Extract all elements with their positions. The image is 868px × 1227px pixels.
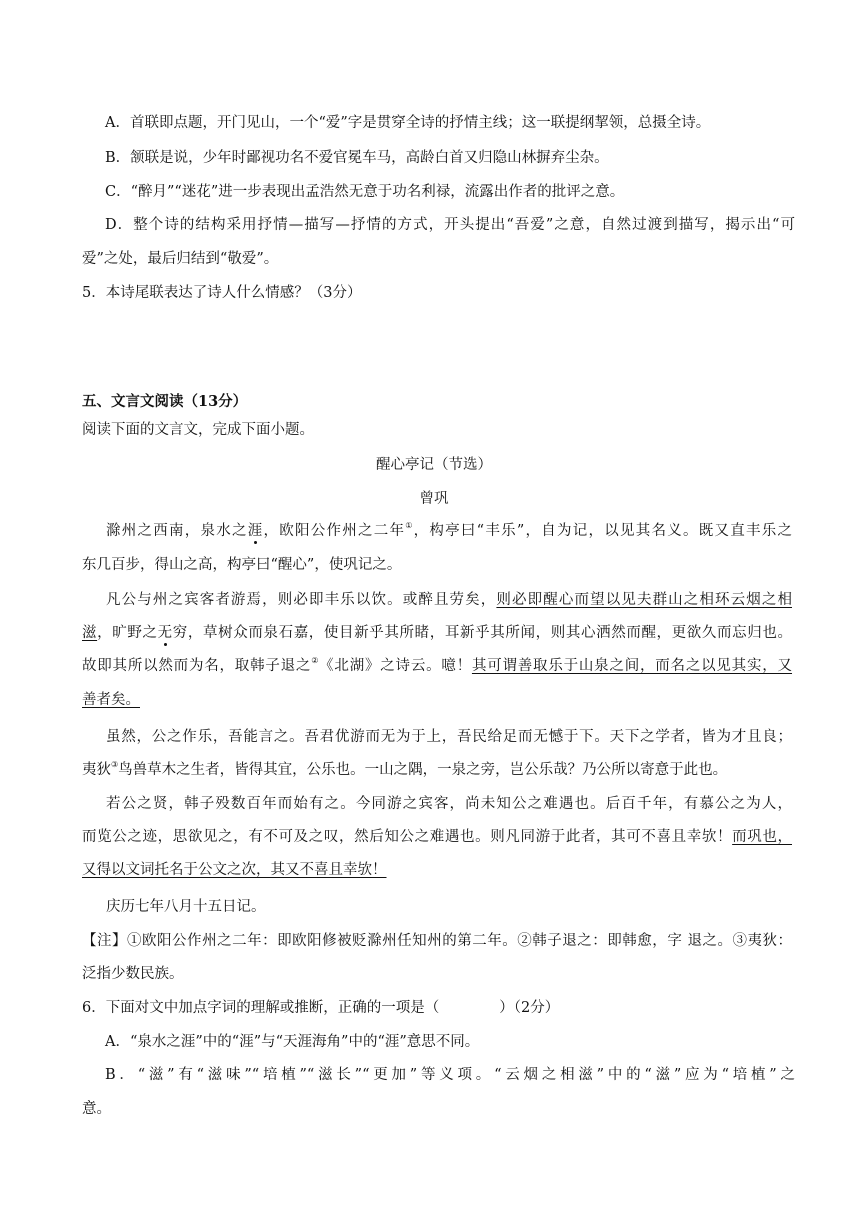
question-6-stem: [82, 998, 792, 1018]
passage-p2-line2: [82, 623, 792, 643]
underlined-sentence: 其可谓善取乐于山泉之间，而名之以见其实，又: [471, 658, 793, 674]
underlined-sentence: 善者矣。: [82, 692, 140, 708]
notes-line1: 【注】①欧阳公作州之二年：即欧阳修被贬滁州任知州的第二年。②韩子退之：即韩愈，字 退之。③夷狄：: [82, 933, 792, 949]
footnote-marker: ①: [405, 521, 414, 530]
passage-p3-line1: 虽然，公之作乐，吾能言之。吾君优游而无为于上，吾民给足而无憾于下。天下之学者，皆为才且良；: [106, 729, 792, 745]
text-run: 滁州之西南，泉水之: [106, 523, 248, 539]
passage-p4-line3: [82, 860, 792, 880]
option-b: B．颔联是说，少年时鄙视功名不爱官冕车马，高龄白首又归隐山林摒弃尘杂。: [105, 150, 609, 166]
question-5: [82, 283, 792, 303]
passage-author: 曾巩: [419, 491, 449, 507]
passage-p4-line2: [82, 827, 792, 847]
notes-line2: 泛指少数民族。: [82, 966, 184, 982]
text-run: ，旷野之: [97, 625, 158, 641]
option-c: C．“醉月”“迷花”进一步表现出孟浩然无意于功名利禄，流露出作者的批评之意。: [105, 184, 625, 200]
question-6-option-b-line1: B．“滋”有“滋味”“培植”“滋长”“更加”等义项。“云烟之相滋”中的“滋”应为“培植”之: [105, 1067, 795, 1083]
text-run: 故即其所以然而为名，取韩子退之: [82, 658, 312, 674]
text-run: 凡公与州之宾客者游焉，则必即丰乐以饮。或醉且劳矣，: [106, 592, 497, 608]
text-run: 鸟兽草木之生者，皆得其宜，公乐也。一山之隅，一泉之旁，岂公乐哉？乃公所以寄意于此也。: [118, 762, 728, 778]
passage-date: 庆历七年八月十五日记。: [106, 899, 266, 915]
passage-p3-line2: [82, 760, 792, 780]
passage-p2-line4: [82, 690, 792, 710]
underlined-sentence: 则必即醒心而望以见夫群山之相环云烟之相: [496, 592, 792, 608]
text-run: ）（2分）: [499, 1000, 560, 1016]
underlined-sentence: 又得以文词托名于公文之次，其又不喜且幸欤！: [82, 862, 387, 878]
underlined-sentence: 滋: [82, 625, 98, 641]
question-5-text: 5．本诗尾联表达了诗人什么情感？（3分）: [82, 285, 362, 301]
footnote-marker: ③: [111, 760, 119, 769]
passage-p2-line3: [82, 656, 792, 676]
passage-title: 醒心亭记（节选）: [376, 457, 492, 473]
passage-p2-line1: [106, 590, 792, 610]
option-d-line1: D．整个诗的结构采用抒情—描写—抒情的方式，开头提出“吾爱”之意，自然过渡到描写，揭示出“可: [105, 217, 795, 233]
text-run: 而览公之迹，思欲见之，有不可及之叹，然后知公之难遇也。则凡同游于此者，其可不喜且幸欤！: [82, 829, 733, 845]
dotted-word: 无: [157, 625, 173, 641]
question-6-option-b-line2: 意。: [82, 1101, 111, 1117]
text-run: 6．下面对文中加点字词的理解或推断，正确的一项是（: [82, 1000, 440, 1016]
section-instruction: 阅读下面的文言文，完成下面小题。: [82, 422, 314, 438]
text-run: 穷，草树众而泉石嘉，使目新乎其所睹，耳新乎其所闻，则其心洒然而醒，更欲久而忘归也。: [172, 625, 793, 641]
option-a: A．首联即点题，开门见山，一个“爱”字是贯穿全诗的抒情主线；这一联提纲挈领，总摄全诗。: [105, 115, 711, 131]
passage-p4-line1: 若公之贤，韩子殁数百年而始有之。今同游之宾客，尚未知公之难遇也。后百千年，有慕公之为人，: [106, 796, 792, 812]
passage-p1-line1: [106, 521, 792, 541]
section-heading: 五、文言文阅读（13分）: [82, 393, 248, 410]
text-run: ，构亭曰“丰乐”，自为记，以见其名义。既又直丰乐之: [413, 523, 792, 539]
footnote-marker: ②: [311, 656, 320, 665]
text-run: ，欧阳公作州之二年: [263, 523, 406, 539]
underlined-sentence: 而巩也，: [732, 829, 792, 845]
option-d-line2: 爱”之处，最后归结到“敬爱”。: [82, 251, 279, 267]
text-run: 夷狄: [82, 762, 111, 778]
passage-p1-line2: 东几百步，得山之高，构亭曰“醒心”，使巩记之。: [82, 557, 402, 573]
question-6-option-a: A．“泉水之涯”中的“涯”与“天涯海角”中的“涯”意思不同。: [105, 1034, 480, 1050]
text-run: 《北湖》之诗云。噫！: [319, 658, 472, 674]
dotted-word: 涯: [247, 523, 264, 539]
